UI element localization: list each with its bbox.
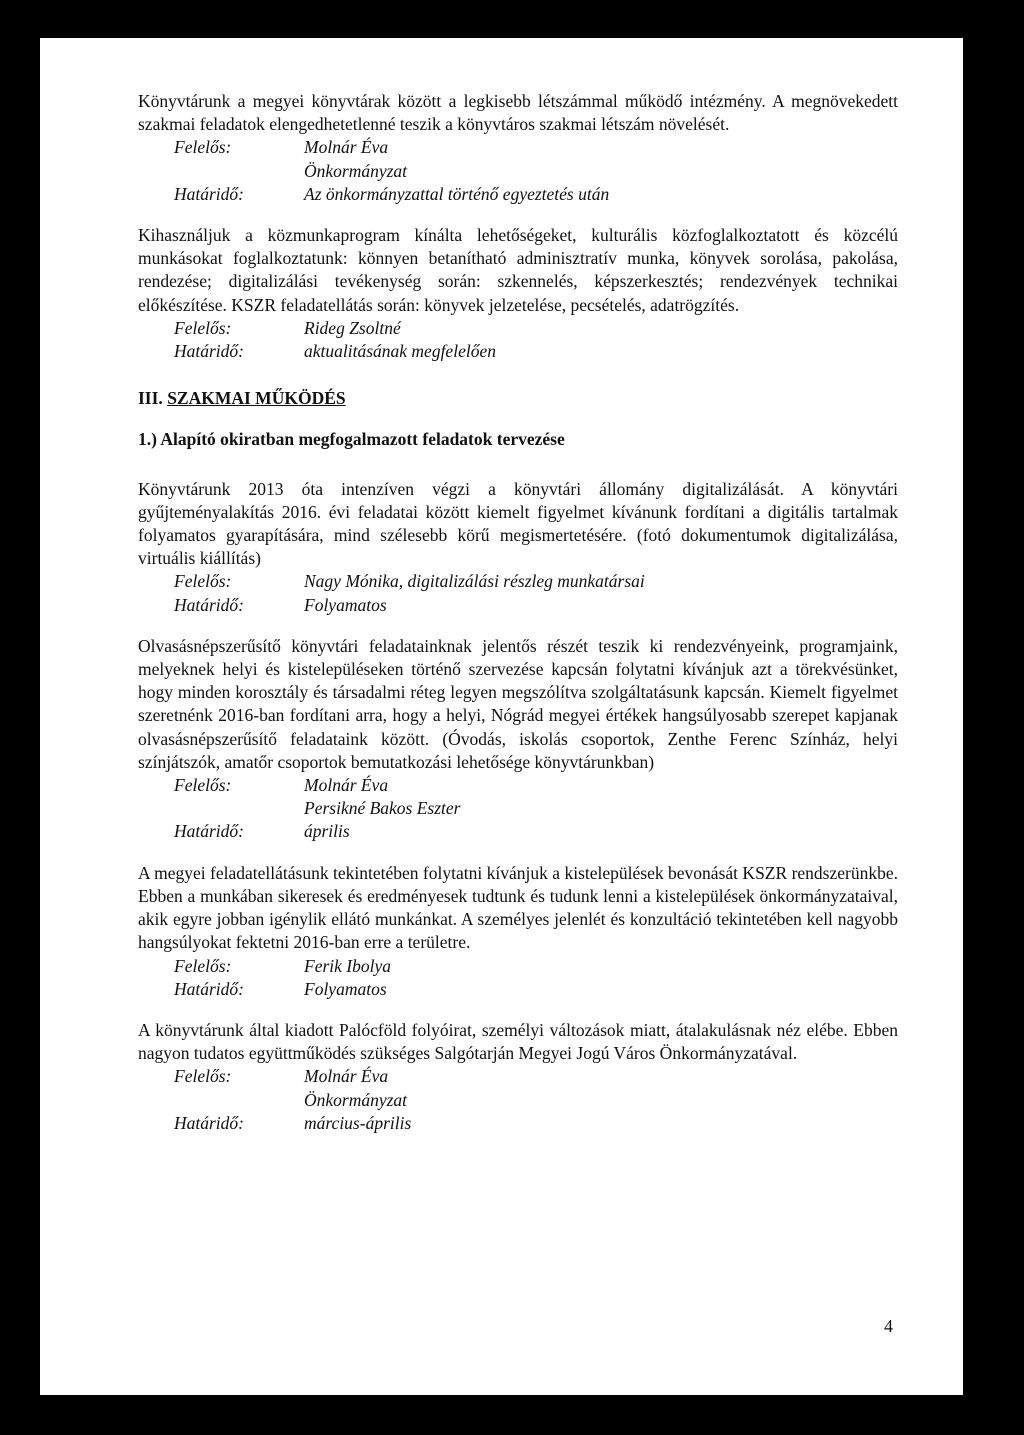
responsibility-block-digitization bbox=[174, 570, 898, 616]
deadline-label: Határidő: bbox=[174, 341, 244, 362]
document-page bbox=[40, 38, 963, 1395]
responsible-value: Molnár Éva bbox=[304, 775, 389, 796]
paragraph-palocfold-journal: A könyvtárunk által kiadott Palócföld folyóirat, személyi változások miatt, átalakulásnak néz elébe. Ebben nagyon tudatos együttműködés szükséges Salgótarján Megyei Jogú Város Önkormányzatával. bbox=[138, 1019, 898, 1064]
deadline-label: Határidő: bbox=[174, 978, 244, 999]
responsible-value: Nagy Mónika, digitalizálási részleg munkatársai bbox=[304, 571, 645, 592]
deadline-value: Folyamatos bbox=[304, 978, 387, 999]
deadline-label: Határidő: bbox=[174, 183, 244, 204]
subsection-heading bbox=[138, 428, 898, 451]
responsible-label: Felelős: bbox=[174, 1066, 232, 1087]
responsibility-block-reading-promotion bbox=[174, 774, 898, 844]
deadline-value: Folyamatos bbox=[304, 594, 387, 615]
deadline-value: április bbox=[304, 821, 350, 842]
responsibility-block-palocfold-journal bbox=[174, 1065, 898, 1135]
responsible-label: Felelős: bbox=[174, 775, 232, 796]
deadline-value: aktualitásának megfelelően bbox=[304, 341, 496, 362]
responsible-value: Molnár Éva bbox=[304, 137, 389, 158]
responsibility-block-public-work bbox=[174, 317, 898, 363]
responsible-label: Felelős: bbox=[174, 571, 232, 592]
responsible-value: Molnár Éva bbox=[304, 1066, 389, 1087]
page-number: 4 bbox=[884, 1316, 893, 1336]
paragraph-digitization: Könyvtárunk 2013 óta intenzíven végzi a könyvtári állomány digitalizálását. A könyvtári gyűjteményalakítás 2016. évi feladatai között kiemelt figyelmet kívánunk fordítani a digitális tartalmak folyamatos gyarapítására, mind szélesebb körű megismertetésére. (fotó dokumentumok digitalizálása, virtuális kiállítás) bbox=[138, 478, 898, 569]
responsible-label: Felelős: bbox=[174, 137, 232, 158]
responsible-value: Ferik Ibolya bbox=[304, 955, 391, 976]
responsibility-block-county-service bbox=[174, 955, 898, 1001]
responsible-value: Önkormányzat bbox=[304, 1089, 408, 1110]
document-content bbox=[138, 90, 898, 1135]
paragraph-public-work: Kihasználjuk a közmunkaprogram kínálta lehetőségeket, kulturális közfoglalkoztatott és közcélú munkásokat foglalkoztatunk: könnyen betanítható adminisztratív munka, könyvek sorolása, pakolása, rendezése; digitalizálási tevékenység során: szkennelés, képszerkesztés; rendezvények technikai előkészítése. KSZR feladatellátás során: könyvek jelzetelése, pecsételés, adatrögzítés. bbox=[138, 225, 898, 315]
responsibility-block-staffing bbox=[174, 136, 898, 206]
deadline-label: Határidő: bbox=[174, 1112, 244, 1133]
paragraph-reading-promotion: Olvasásnépszerűsítő könyvtári feladatainknak jelentős részét teszik ki rendezvényeink, programjaink, melyeknek helyi és kistelepüléseken történő szervezése kapcsán folytatni kívánjuk azt a törekvésünket, hogy minden korosztály és társadalmi réteg legyen megszólítva szolgáltatásunk kapcsán. Kiemelt figyelmet szeretnénk 2016-ban fordítani arra, hogy a helyi, Nógrád megyei értékek hangsúlyosabb szerepet kapjanak olvasásnépszerűsítő feladataink között. (Óvodás, iskolás csoportok, Zenthe Ferenc Színház, helyi színjátszók, amatőr csoportok bemutatkozási lehetősége könyvtárunkban) bbox=[138, 635, 898, 772]
paragraph-county-service: A megyei feladatellátásunk tekintetében folytatni kívánjuk a kistelepülések bevonását KSZR rendszerünkbe. Ebben a munkában sikeresek és eredményesek tudtunk és tudunk lenni a kistelepülések önkormányzataival, akik egyre jobban igénylik ellátó munkánkat. A személyes jelenlét és konzultáció tekintetében kell nagyobb hangsúlyokat fektetni 2016-ban erre a területre. bbox=[138, 862, 898, 953]
deadline-label: Határidő: bbox=[174, 821, 244, 842]
responsible-label: Felelős: bbox=[174, 317, 232, 338]
responsible-value: Önkormányzat bbox=[304, 160, 408, 181]
responsible-value: Persikné Bakos Eszter bbox=[304, 798, 461, 819]
section-heading bbox=[138, 387, 898, 410]
section-title: SZAKMAI MŰKÖDÉS bbox=[167, 388, 346, 409]
subsection-number: 1.) bbox=[138, 429, 157, 450]
deadline-value: Az önkormányzattal történő egyeztetés után bbox=[304, 183, 610, 204]
section-number: III. bbox=[138, 388, 163, 409]
deadline-label: Határidő: bbox=[174, 594, 244, 615]
paragraph-staffing: Könyvtárunk a megyei könyvtárak között a legkisebb létszámmal működő intézmény. A megnövekedett szakmai feladatok elengedhetetlenné teszik a könyvtáros szakmai létszám növelését. bbox=[138, 91, 898, 135]
responsible-label: Felelős: bbox=[174, 955, 232, 976]
responsible-value: Rideg Zsoltné bbox=[304, 317, 401, 338]
subsection-title: Alapító okiratban megfogalmazott feladatok tervezése bbox=[160, 429, 565, 450]
deadline-value: március-április bbox=[304, 1112, 412, 1133]
